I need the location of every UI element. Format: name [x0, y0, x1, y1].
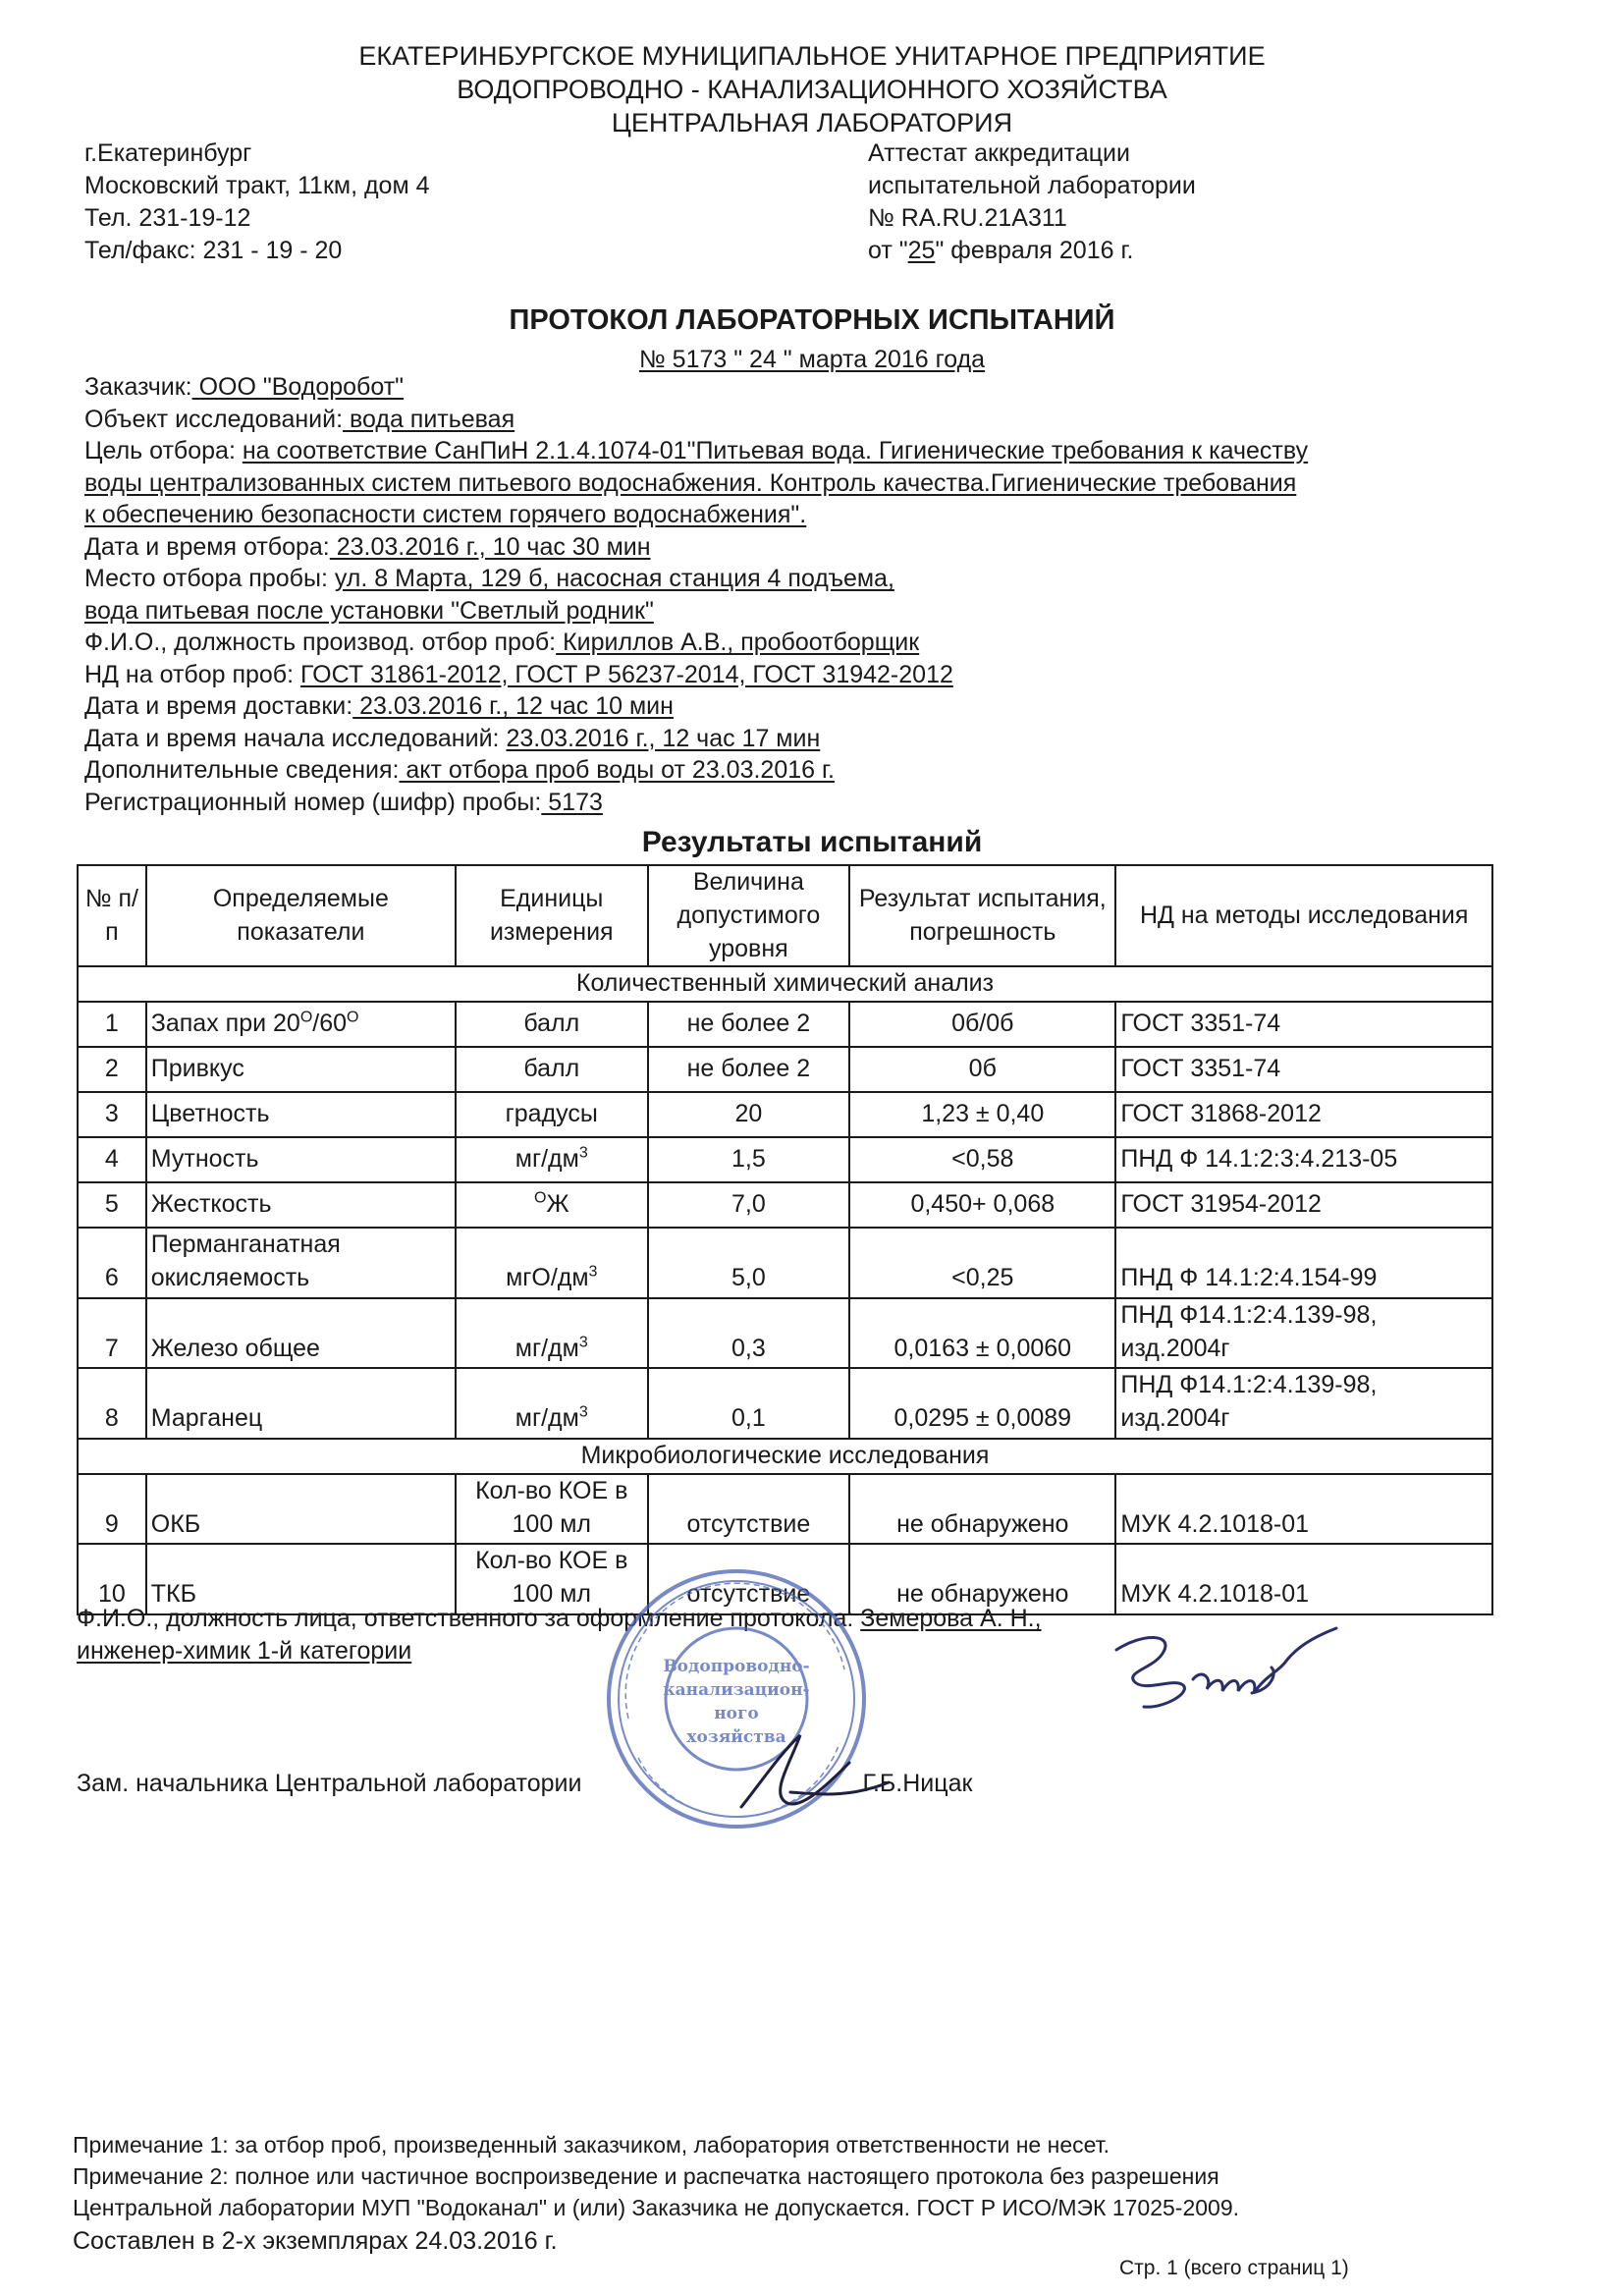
- unit-base: мг/дм: [514, 1145, 579, 1174]
- col-indicator-header: Определяемые показатели: [146, 865, 456, 966]
- deputy-label: Зам. начальника Центральной лаборатории: [77, 1770, 582, 1797]
- table-row: [78, 1298, 1492, 1369]
- row-unit: [456, 1368, 648, 1439]
- method-line: ПНД Ф14.1:2:4.139-98,: [1120, 1300, 1378, 1329]
- page-number: Стр. 1 (всего страниц 1): [1119, 2257, 1349, 2279]
- reg-number-field: [84, 787, 1479, 819]
- stamp-text-1: Водопроводно-: [663, 1657, 810, 1676]
- responsible-position: инженер-химик 1-й категории: [77, 1637, 412, 1665]
- unit-base: Ж: [546, 1190, 569, 1219]
- sampling-place-value-2: вода питьевая после установки "Светлый родник": [84, 596, 654, 625]
- responsible-line: [77, 1603, 1042, 1635]
- row-limit: отсутствие: [648, 1544, 850, 1614]
- row-limit: 5,0: [648, 1228, 850, 1298]
- deputy-name: Г.Б.Ницак: [862, 1770, 973, 1797]
- row-indicator: ОКБ: [146, 1474, 456, 1545]
- degree-sup: О: [347, 1010, 359, 1027]
- row-num: 4: [78, 1137, 146, 1182]
- start-field: [84, 723, 1479, 755]
- indicator-line: окисляемость: [150, 1264, 310, 1291]
- row-indicator: ТКБ: [146, 1544, 456, 1614]
- extra-label: Дополнительные сведения:: [84, 756, 400, 784]
- customer-field: [84, 371, 1479, 404]
- note-2-line-2: Центральной лаборатории МУП "Водоканал" и (или) Заказчика не допускается. ГОСТ Р ИСО/МЭК 17025-2009.: [73, 2195, 1240, 2220]
- row-method: ГОСТ 31954-2012: [1115, 1182, 1492, 1228]
- table-header-row: [78, 865, 1492, 966]
- accreditation-date: [868, 235, 1196, 267]
- col-num-header: № п/п: [78, 865, 146, 966]
- purpose-value-2: воды централизованных систем питьевого водоснабжения. Контроль качества.Гигиенические требования: [84, 468, 1297, 497]
- unit-line: Кол-во КОЕ в: [475, 1547, 628, 1575]
- row-num: 7: [78, 1298, 146, 1369]
- accreditation-number: № RA.RU.21A311: [868, 204, 1067, 232]
- unit-sup: 3: [578, 1403, 588, 1421]
- row-result: <0,25: [849, 1228, 1115, 1298]
- indicator-part: Запах при 20: [150, 1010, 300, 1038]
- row-indicator: Цветность: [146, 1092, 456, 1137]
- purpose-label: Цель отбора:: [84, 437, 243, 465]
- row-indicator: Железо общее: [146, 1298, 456, 1369]
- address-street: Московский тракт, 11км, дом 4: [84, 172, 430, 199]
- responsible-position-line: [77, 1635, 1042, 1667]
- object-field: [84, 404, 1479, 436]
- org-line-1: ЕКАТЕРИНБУРГСКОЕ МУНИЦИПАЛЬНОЕ УНИТАРНОЕ ПРЕДПРИЯТИЕ: [358, 41, 1266, 71]
- address-phone: Тел. 231-19-12: [84, 204, 251, 232]
- sampling-place-field-line-2: [84, 595, 1479, 628]
- responsible-name: Земерова А. Н.,: [860, 1605, 1042, 1632]
- unit-base: мг/дм: [514, 1404, 579, 1432]
- unit-sup: О: [533, 1190, 547, 1208]
- compiled-note: Составлен в 2-х экземплярах 24.03.2016 г.: [73, 2227, 558, 2255]
- sampling-place-value-1: ул. 8 Марта, 129 б, насосная станция 4 подъема,: [334, 565, 894, 592]
- indicator-line: Перманганатная: [150, 1230, 341, 1259]
- table-row: [78, 1137, 1492, 1182]
- org-line-3: ЦЕНТРАЛЬНАЯ ЛАБОРАТОРИЯ: [611, 108, 1013, 137]
- unit-line: 100 мл: [512, 1580, 591, 1608]
- row-method: ГОСТ 3351-74: [1115, 1002, 1492, 1047]
- lab-address: [84, 137, 430, 267]
- row-result: 0,0295 ± 0,0089: [849, 1368, 1115, 1439]
- organization-header: [0, 39, 1624, 139]
- accreditation-date-prefix: от ": [868, 237, 908, 264]
- row-method: ГОСТ 3351-74: [1115, 1047, 1492, 1092]
- unit-base: мг/дм: [514, 1334, 579, 1362]
- row-result: 0,450+ 0,068: [849, 1182, 1115, 1228]
- col-limit-header: Величина допустимого уровня: [648, 865, 850, 966]
- purpose-value-1: на соответствие СанПиН 2.1.4.1074-01"Питьевая вода. Гигиенические требования к качеству: [242, 437, 1309, 465]
- row-method: МУК 4.2.1018-01: [1115, 1544, 1492, 1614]
- row-unit: [456, 1228, 648, 1298]
- row-limit: не более 2: [648, 1002, 850, 1047]
- row-limit: 0,1: [648, 1368, 850, 1439]
- col-method-header: НД на методы исследования: [1115, 865, 1492, 966]
- note-1: Примечание 1: за отбор проб, произведенный заказчиком, лаборатория ответственности не несет.: [73, 2132, 1110, 2158]
- sampler-value: Кириллов А.В., пробоотборщик: [556, 629, 920, 656]
- start-value: 23.03.2016 г., 12 час 17 мин: [506, 724, 821, 752]
- reg-number-value: 5173: [541, 788, 603, 816]
- row-limit: 20: [648, 1092, 850, 1137]
- row-limit: 7,0: [648, 1182, 850, 1228]
- section-row: [78, 1439, 1492, 1474]
- row-method: [1115, 1298, 1492, 1369]
- customer-label: Заказчик:: [84, 373, 192, 401]
- purpose-field-line-2: [84, 467, 1479, 500]
- row-method: ПНД Ф 14.1:2:3:4.213-05: [1115, 1137, 1492, 1182]
- row-method: МУК 4.2.1018-01: [1115, 1474, 1492, 1545]
- table-row: [78, 1047, 1492, 1092]
- row-result: <0,58: [849, 1137, 1115, 1182]
- sampling-datetime-value: 23.03.2016 г., 10 час 30 мин: [329, 532, 651, 561]
- table-row: [78, 1092, 1492, 1137]
- row-result: не обнаружено: [849, 1474, 1115, 1545]
- signature-zemerova-icon: [1105, 1620, 1350, 1728]
- col-units-header: Единицы измерения: [456, 865, 648, 966]
- row-limit: не более 2: [648, 1047, 850, 1092]
- row-limit: 1,5: [648, 1137, 850, 1182]
- stamp-text-4: хозяйства: [686, 1727, 786, 1747]
- purpose-field: [84, 435, 1479, 467]
- delivery-field: [84, 690, 1479, 723]
- row-unit: [456, 1137, 648, 1182]
- row-num: 5: [78, 1182, 146, 1228]
- address-fax: Тел/факс: 231 - 19 - 20: [84, 237, 343, 264]
- purpose-value-3: к обеспечению безопасности систем горячего водоснабжения".: [84, 501, 807, 528]
- sampling-datetime-field: [84, 531, 1479, 564]
- row-unit: [456, 1298, 648, 1369]
- accreditation-block: [868, 137, 1196, 267]
- sampling-place-field: [84, 563, 1479, 595]
- row-indicator: Мутность: [146, 1137, 456, 1182]
- stamp-text-3: ного: [714, 1704, 759, 1723]
- row-unit: градусы: [456, 1092, 648, 1137]
- row-unit: балл: [456, 1047, 648, 1092]
- nd-sampling-field: [84, 659, 1479, 691]
- sampler-field: [84, 627, 1479, 659]
- unit-sup: 3: [588, 1263, 598, 1281]
- start-label: Дата и время начала исследований:: [84, 724, 507, 752]
- object-value: вода питьевая: [343, 405, 515, 433]
- customer-value: ООО "Водоробот": [191, 373, 405, 401]
- row-method: ГОСТ 31868-2012: [1115, 1092, 1492, 1137]
- accreditation-line-2: испытательной лаборатории: [868, 172, 1196, 199]
- row-limit: отсутствие: [648, 1474, 850, 1545]
- address-city: г.Екатеринбург: [84, 139, 252, 167]
- accreditation-date-day: 25: [907, 237, 936, 264]
- unit-line: Кол-во КОЕ в: [475, 1476, 628, 1504]
- table-row: [78, 1228, 1492, 1298]
- sampler-label: Ф.И.О., должность производ. отбор проб:: [84, 629, 557, 656]
- unit-base: мгО/дм: [506, 1264, 589, 1291]
- note-2-line-1: Примечание 2: полное или частичное воспроизведение и распечатка настоящего протокола без разрешения: [73, 2163, 1219, 2189]
- row-limit: 0,3: [648, 1298, 850, 1369]
- degree-sup: О: [299, 1010, 313, 1027]
- method-line: изд.2004г: [1120, 1404, 1230, 1432]
- method-line: изд.2004г: [1120, 1334, 1230, 1362]
- reg-number-label: Регистрационный номер (шифр) пробы:: [84, 788, 542, 816]
- table-row: [78, 1368, 1492, 1439]
- unit-sup: 3: [578, 1145, 588, 1163]
- extra-field: [84, 754, 1479, 787]
- nd-sampling-label: НД на отбор проб:: [84, 660, 301, 688]
- table-row: [78, 1474, 1492, 1545]
- delivery-value: 23.03.2016 г., 12 час 10 мин: [352, 692, 674, 720]
- object-label: Объект исследований:: [84, 405, 344, 433]
- row-num: 3: [78, 1092, 146, 1137]
- row-num: 10: [78, 1544, 146, 1614]
- table-row: [78, 1182, 1492, 1228]
- method-line: ПНД Ф14.1:2:4.139-98,: [1120, 1371, 1378, 1399]
- row-indicator: Привкус: [146, 1047, 456, 1092]
- row-result: 0б: [849, 1047, 1115, 1092]
- row-num: 6: [78, 1228, 146, 1298]
- row-result: не обнаружено: [849, 1544, 1115, 1614]
- row-unit: [456, 1182, 648, 1228]
- row-indicator: Марганец: [146, 1368, 456, 1439]
- signature-nitsak-icon: [731, 1723, 898, 1822]
- accreditation-line-1: Аттестат аккредитации: [868, 139, 1130, 167]
- section-row: [78, 966, 1492, 1002]
- row-method: ПНД Ф 14.1:2:4.154-99: [1115, 1228, 1492, 1298]
- results-title: Результаты испытаний: [641, 826, 983, 858]
- unit-sup: 3: [578, 1334, 588, 1351]
- purpose-field-line-3: [84, 499, 1479, 531]
- row-result: 0б/0б: [849, 1002, 1115, 1047]
- row-num: 2: [78, 1047, 146, 1092]
- sampling-place-label: Место отбора пробы:: [84, 565, 335, 592]
- accreditation-date-suffix: " февраля 2016 г.: [935, 237, 1134, 264]
- row-indicator: [146, 1228, 456, 1298]
- row-num: 1: [78, 1002, 146, 1047]
- row-method: [1115, 1368, 1492, 1439]
- delivery-label: Дата и время доставки:: [84, 692, 353, 720]
- row-unit: [456, 1474, 648, 1545]
- notes-block: [73, 2129, 1467, 2223]
- section-microbiology: Микробиологические исследования: [78, 1439, 1492, 1474]
- results-table: [77, 864, 1493, 1615]
- row-result: 1,23 ± 0,40: [849, 1092, 1115, 1137]
- protocol-number-text: № 5173 " 24 " марта 2016 года: [638, 346, 986, 373]
- unit-line: 100 мл: [512, 1509, 591, 1538]
- col-result-header: Результат испытания, погрешность: [849, 865, 1115, 966]
- table-row: [78, 1002, 1492, 1047]
- nd-sampling-value: ГОСТ 31861-2012, ГОСТ Р 56237-2014, ГОСТ 31942-2012: [300, 660, 953, 688]
- protocol-title: ПРОТОКОЛ ЛАБОРАТОРНЫХ ИСПЫТАНИЙ: [509, 304, 1115, 336]
- org-line-2: ВОДОПРОВОДНО - КАНАЛИЗАЦИОННОГО ХОЗЯЙСТВА: [457, 75, 1167, 104]
- section-chemical: Количественный химический анализ: [78, 966, 1492, 1002]
- indicator-part: /60: [312, 1010, 348, 1038]
- row-num: 8: [78, 1368, 146, 1439]
- row-result: 0,0163 ± 0,0060: [849, 1298, 1115, 1369]
- responsible-label: Ф.И.О., должность лица, ответственного за оформление протокола:: [77, 1605, 861, 1632]
- responsible-block: [77, 1603, 1042, 1667]
- row-unit: балл: [456, 1002, 648, 1047]
- row-num: 9: [78, 1474, 146, 1545]
- row-indicator: [146, 1002, 456, 1047]
- sample-info: [84, 371, 1479, 818]
- row-indicator: Жесткость: [146, 1182, 456, 1228]
- extra-value: акт отбора проб воды от 23.03.2016 г.: [399, 756, 835, 784]
- stamp-text-2: канализацион-: [663, 1680, 810, 1700]
- sampling-datetime-label: Дата и время отбора:: [84, 532, 330, 561]
